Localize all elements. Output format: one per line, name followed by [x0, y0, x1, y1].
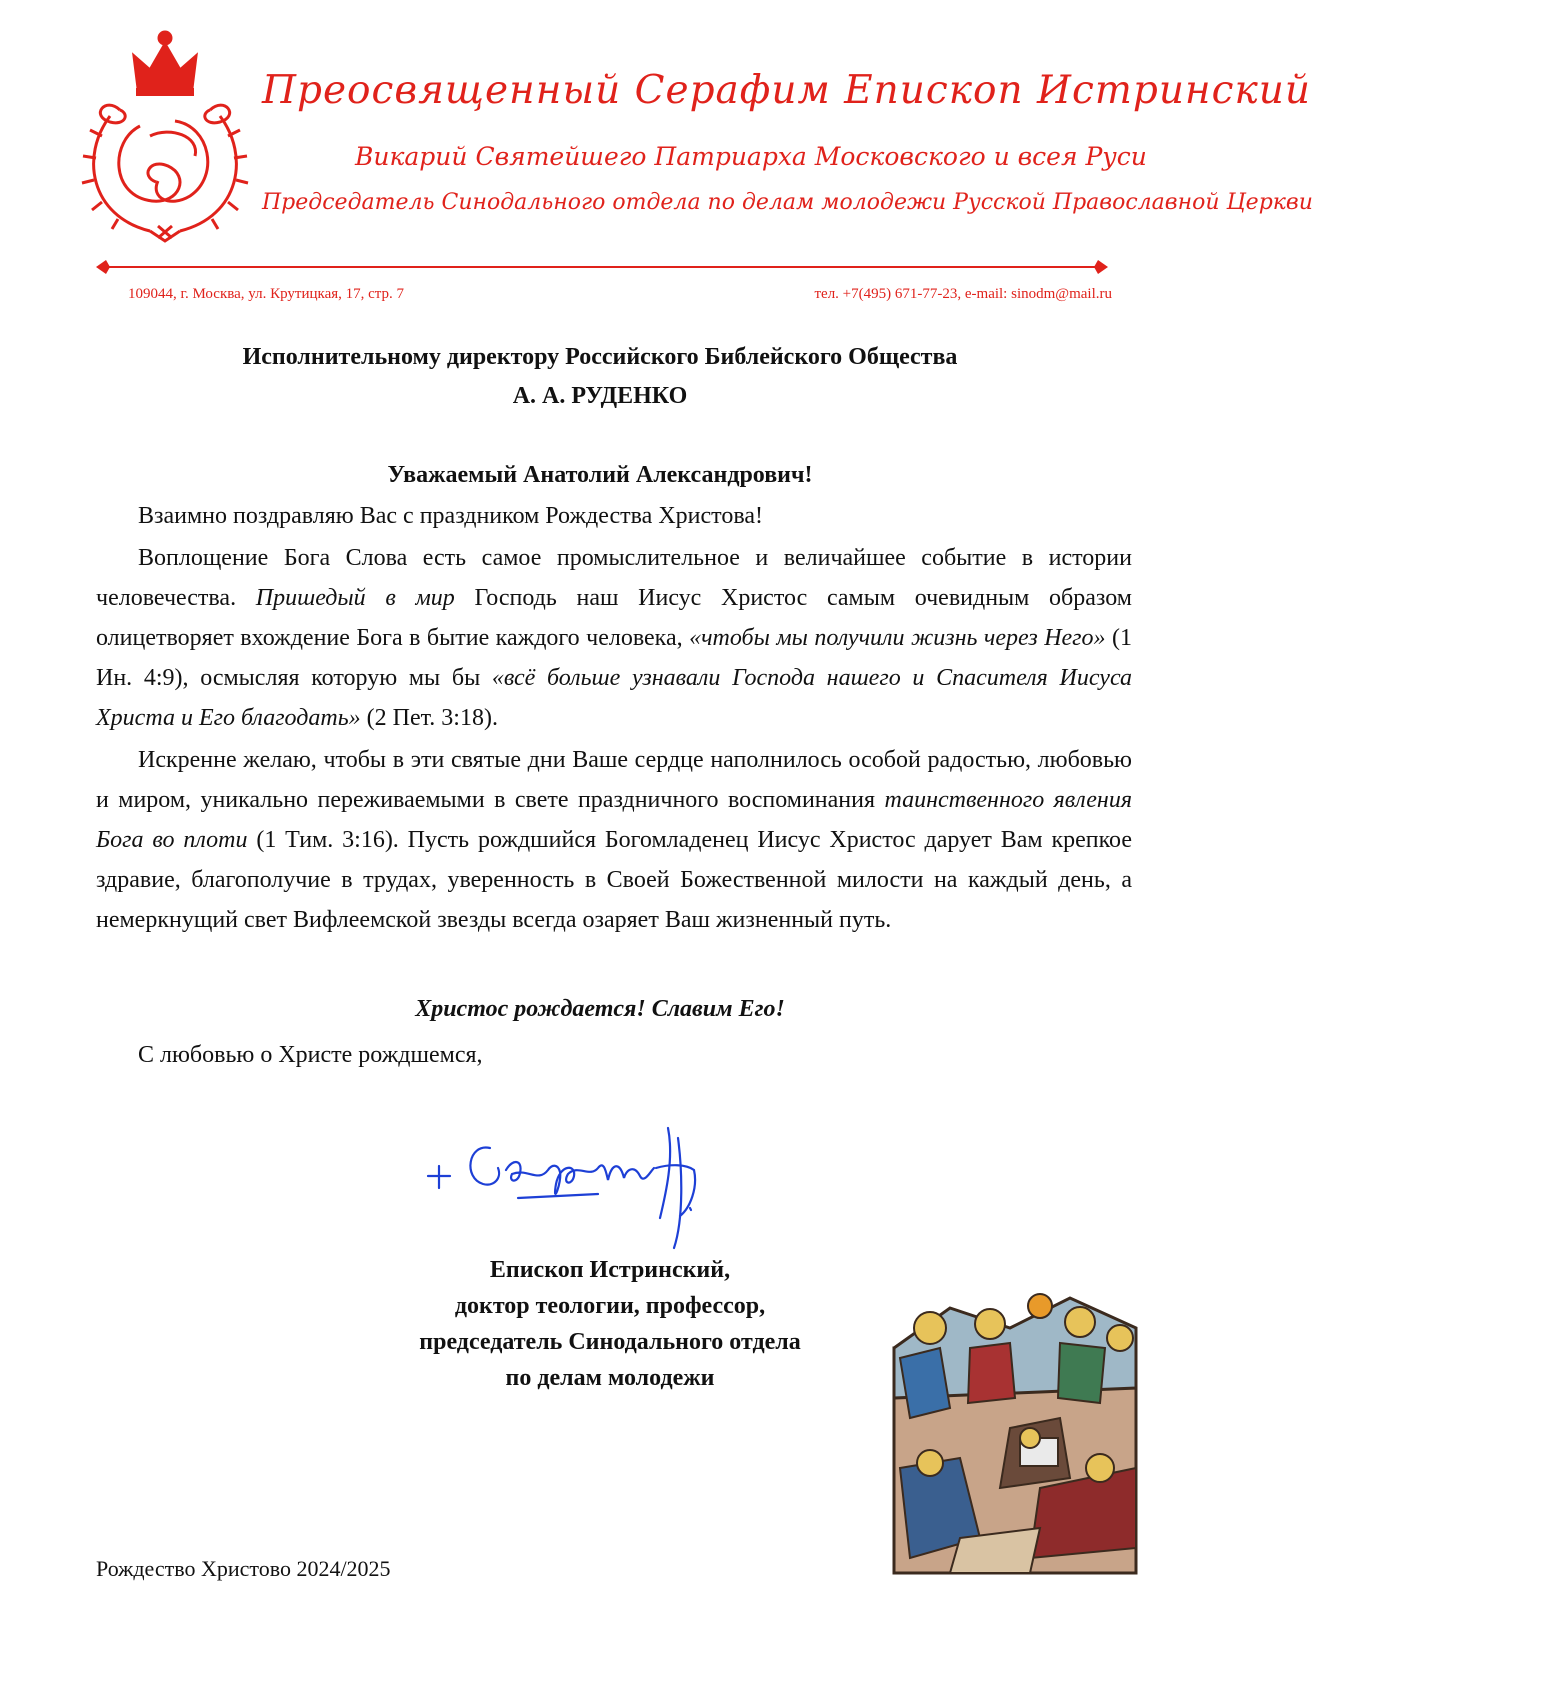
p3-quote-timothy: таинственного явления Бога во плоти: [96, 787, 1132, 853]
p3-text-c: (1 Тим. 3:16). Пусть рождшийся Богомладенец Иисус Христос дарует Вам крепкое здравие, благополучие в трудах, уверенность в Своей Божественной милости на каждый день, а немеркнущий свет Вифлеемской звезды всегда озаряет Ваш жизненный путь.: [96, 827, 1132, 933]
nativity-stained-glass-image: [890, 1288, 1140, 1578]
paragraph-incarnation: [96, 538, 1132, 738]
letterhead-subtitle-chairman: Председатель Синодального отдела по делам молодежи Русской Православной Церкви: [262, 190, 1313, 215]
letter-date: Рождество Христово 2024/2025: [96, 1556, 391, 1581]
letterhead-contact: тел. +7(495) 671-77-23, e-mail: sinodm@mail.ru: [814, 286, 1112, 302]
p2-text-g: (2 Пет. 3:18).: [360, 705, 498, 731]
letterhead-title: Преосвященный Серафим Епископ Истринский: [262, 68, 1311, 113]
closing-regards: С любовью о Христе рождшемся,: [138, 1042, 483, 1068]
christmas-acclamation: Христос рождается! Славим Его!: [415, 996, 785, 1022]
episcopal-monogram-emblem: [80, 26, 250, 248]
signatory-department: по делам молодежи: [505, 1365, 715, 1391]
paragraph-congratulation: Взаимно поздравляю Вас с праздником Рождества Христова!: [138, 503, 763, 529]
signatory-position: председатель Синодального отдела: [419, 1329, 801, 1355]
salutation: Уважаемый Анатолий Александрович!: [387, 462, 813, 488]
p2-text-a: Воплощение Бога Слова есть самое промыслительное и величайшее событие в истории человечества.: [96, 545, 1132, 611]
signatory-degree: доктор теологии, профессор,: [454, 1293, 766, 1319]
addressee-name: А. А. РУДЕНКО: [512, 383, 688, 409]
p2-text-c: Господь наш Иисус Христос самым очевидным образом олицетворяет вхождение Бога в бытие каждого человека,: [96, 585, 1132, 651]
letterhead-address: 109044, г. Москва, ул. Крутицкая, 17, стр. 7: [128, 286, 405, 302]
p2-quote-john: «чтобы мы получили жизнь через Него»: [689, 625, 1106, 651]
p2-quote-peter: «всё больше узнавали Господа нашего и Спасителя Иисуса Христа и Его благодать»: [96, 665, 1132, 731]
p2-quote-arrived: Пришедый в мир: [255, 585, 455, 611]
signatory-title: Епископ Истринский,: [489, 1257, 731, 1283]
letterhead-subtitle-vicar: Викарий Святейшего Патриарха Московского и всея Руси: [355, 142, 1147, 171]
paragraph-wishes: [96, 740, 1132, 940]
signatory-block: [330, 1252, 890, 1396]
p2-text-e: (1 Ин. 4:9), осмысляя которую мы бы: [96, 625, 1133, 691]
addressee-position: Исполнительному директору Российского Библейского Общества: [242, 344, 958, 370]
p3-text-a: Искренне желаю, чтобы в эти святые дни Ваше сердце наполнилось особой радостью, любовью и миром, уникально переживаемыми в свете праздничного воспоминания: [96, 747, 1132, 813]
handwritten-signature: [428, 1098, 748, 1258]
letterhead-divider: [96, 252, 1108, 282]
